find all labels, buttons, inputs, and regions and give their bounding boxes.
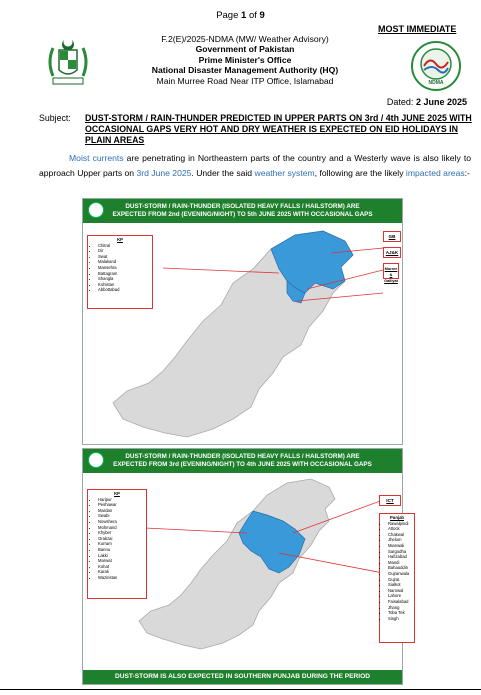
advisory-map-1 xyxy=(82,198,403,445)
government-name: Government of Pakistan xyxy=(195,44,295,55)
map2-punjab-list: Punjab • Rawalpindi • Attock • Chakwal • Jhelum • Mianwali • Sargodha • Hafizabad • Mandi • Bahauddin • Gujranwala • Gujrat • Sialkot • Narowal • Lahore • Faisalabad • Jhang • Toba Tek • Singh xyxy=(379,513,415,643)
map2-banner: DUST-STORM / RAIN-THUNDER (ISOLATED HEAVY FALLS / HAILSTORM) ARE EXPECTED FROM 3rd (EVENING/NIGHT) TO 4th JUNE 2025 WITH OCCASIONAL GAPS xyxy=(83,449,402,473)
subject-label: Subject: xyxy=(39,113,71,123)
map1-banner: DUST-STORM / RAIN-THUNDER (ISOLATED HEAVY FALLS / HAILSTORM) ARE EXPECTED FROM 2nd (EVENING/NIGHT) TO 5th JUNE 2025 WITH OCCASIONAL GAPS xyxy=(83,199,402,223)
authority-name: National Disaster Management Authority (HQ) xyxy=(151,65,339,76)
map1-ajk-label: AJ&K xyxy=(383,247,401,258)
page-number: Page 1 of 9 xyxy=(216,10,265,21)
letter-header xyxy=(120,34,370,86)
advisory-map-2 xyxy=(82,448,410,685)
map2-footer: DUST-STORM IS ALSO EXPECTED IN SOUTHERN PUNJAB DURING THE PERIOD xyxy=(83,670,402,684)
reference-number: F.2(E)/2025-NDMA (MW/ Weather Advisory) xyxy=(161,34,329,44)
ndma-small-logo-icon xyxy=(88,452,104,468)
ndma-logo-icon xyxy=(410,40,462,92)
map1-gb-label: GB xyxy=(383,231,401,242)
dated-line: Dated: 2 June 2025 xyxy=(386,97,467,107)
map1-kp-list: KP • Chitral • Dir • Swat • Malakand • Mansehra • Battagram • Shangla • Kohistan • Abbottabad xyxy=(87,235,153,309)
ndma-small-logo-icon xyxy=(88,202,104,218)
page-bottom-rule xyxy=(0,689,481,690)
map2-kp-list: KP • Haripur • Peshawar • Mardan • Swabi • Nowshera • Mohmand • Khyber • Orakzai • Kurram • Bannu • Lakki • Marwat • Kohat • Karak • Waziristan xyxy=(87,489,147,599)
government-emblem-icon xyxy=(43,36,93,88)
body-paragraph: Moist currents are penetrating in Northeastern parts of the country and a Westerly wave is also likely to approach Upper parts on 3rd June 2025. Under the said weather system, following are the likely impacted areas:- xyxy=(39,153,471,178)
ndma-logo-text: NDMA xyxy=(428,80,444,86)
office-name: Prime Minister's Office xyxy=(198,54,292,65)
priority-label: MOST IMMEDIATE xyxy=(378,24,457,34)
address: Main Murree Road Near ITP Office, Islamabad xyxy=(156,75,334,86)
subject-text: DUST-STORM / RAIN-THUNDER PREDICTED IN UPPER PARTS ON 3rd / 4th JUNE 2025 WITH OCCASIONAL GAPS VERY HOT AND DRY WEATHER IS EXPECTED ON EID HOLIDAYS IN PLAIN AREAS xyxy=(85,113,472,145)
map2-ict-label: ICT xyxy=(379,495,401,506)
map1-murree-label: Murree & Galliyat xyxy=(383,263,399,279)
